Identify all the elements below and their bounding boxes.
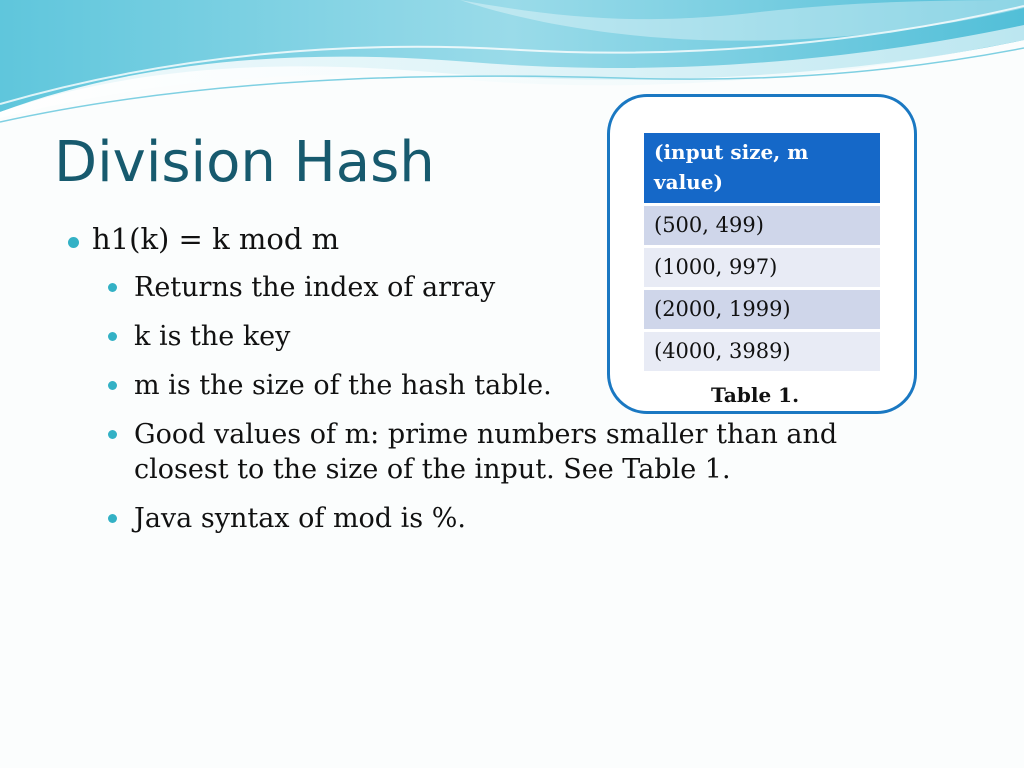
table-cell: (500, 499) <box>644 206 880 245</box>
bullet-text: h1(k) = k mod m <box>92 222 340 256</box>
bullet-dot-icon <box>108 332 117 341</box>
sub-bullet-item <box>66 417 906 487</box>
sub-bullet-text: m is the size of the hash table. <box>134 370 552 401</box>
bullet-dot-icon <box>108 381 117 390</box>
sub-bullet-text: Returns the index of array <box>134 272 496 303</box>
bullet-dot-icon <box>108 430 117 439</box>
table-row <box>644 248 880 287</box>
table-row <box>644 332 880 371</box>
table-row <box>644 290 880 329</box>
table-row <box>644 206 880 245</box>
bullet-dot-icon <box>108 514 117 523</box>
sub-bullet-text: Good values of m: prime numbers smaller than and closest to the size of the input. See Table 1. <box>134 419 838 485</box>
table-panel <box>607 94 917 414</box>
sub-bullet-item <box>66 501 906 536</box>
bullet-dot-icon <box>68 237 79 248</box>
sub-bullet-text: Java syntax of mod is %. <box>134 503 466 534</box>
table-caption: Table 1. <box>710 383 800 407</box>
table-cell: (2000, 1999) <box>644 290 880 329</box>
table-header-cell: (input size, m value) <box>644 133 880 203</box>
sub-bullet-text: k is the key <box>134 321 291 352</box>
prime-table <box>644 130 880 374</box>
slide-title: Division Hash <box>54 130 435 195</box>
bullet-dot-icon <box>108 283 117 292</box>
table-cell: (1000, 997) <box>644 248 880 287</box>
table-cell: (4000, 3989) <box>644 332 880 371</box>
